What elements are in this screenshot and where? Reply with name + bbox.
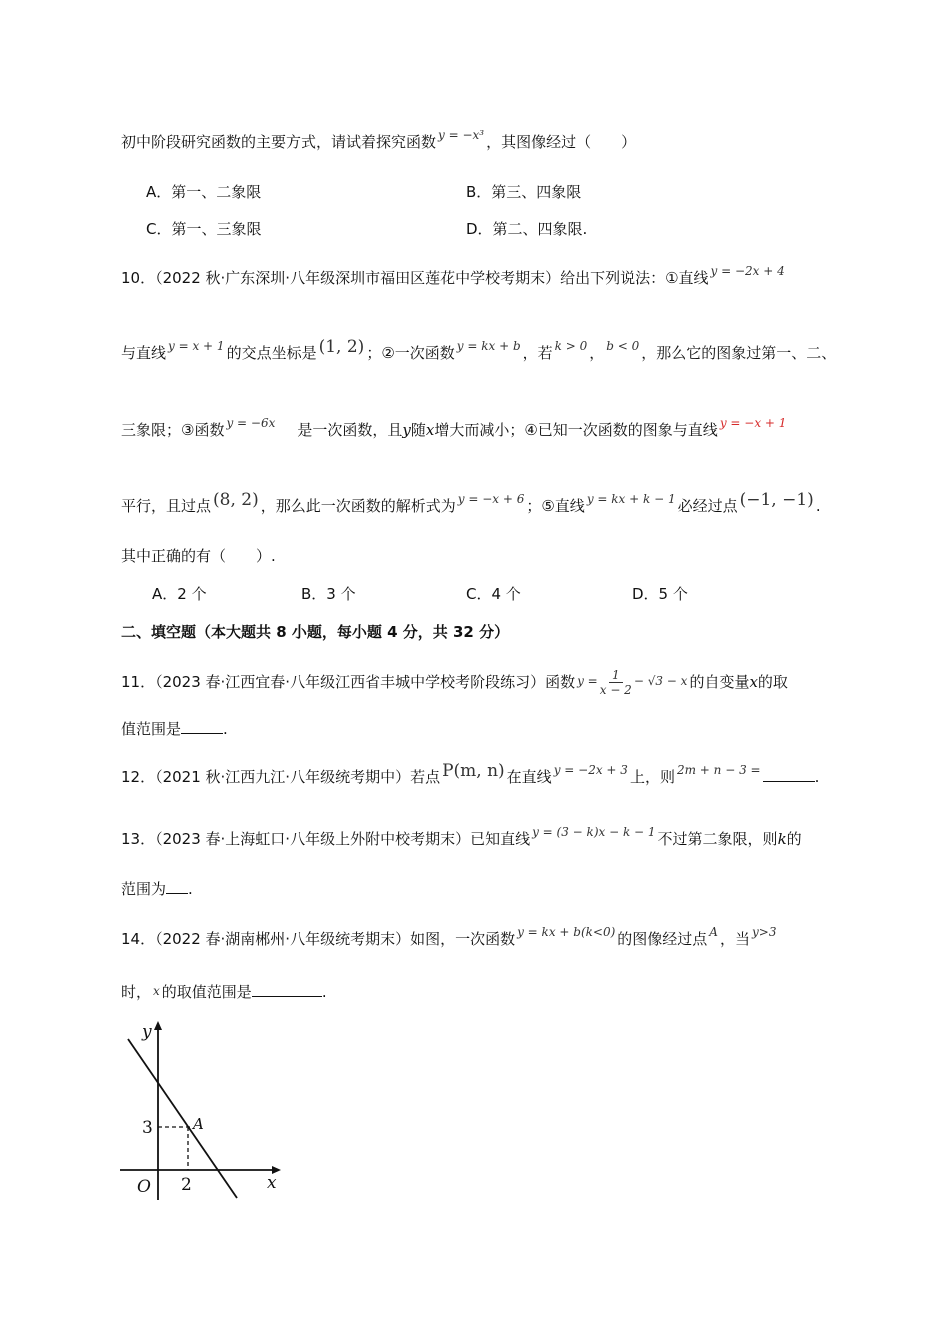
q10-text: ，若 (522, 344, 553, 362)
q10-text: 平行，且过点 (121, 497, 212, 515)
q11-frac-num: 1 (609, 668, 623, 683)
q12-text: 上，则 (629, 768, 675, 786)
q10-text: 随 (410, 421, 426, 439)
q10-math-2: y = x + 1 (168, 339, 225, 353)
q10-number: 10． (121, 269, 156, 287)
q12-text: . (814, 768, 820, 786)
q11-math-rest: − √3 − x (633, 674, 688, 688)
q11-frac-den: x − 2 (599, 683, 632, 697)
q14-text: 时， (121, 983, 152, 1001)
q14-number: 14． (121, 930, 156, 948)
q10-option-c[interactable]: C．4 个 (466, 585, 521, 603)
q10-text: 三象限；③函数 (121, 421, 225, 439)
origin-label: O (137, 1177, 151, 1197)
q14-math-2: A (709, 925, 718, 939)
q9-stem (121, 128, 637, 153)
q10-option-a[interactable]: A．2 个 (152, 585, 207, 603)
q14-line-1 (121, 925, 778, 950)
q11-text: . (223, 720, 228, 738)
q13-math-1: y = (3 − k)x − k − 1 (532, 825, 656, 839)
q10-text: ；②一次函数 (366, 344, 455, 362)
q9-option-d[interactable]: D．第二、四象限. (466, 220, 588, 238)
q12-source: （2021 秋·江西九江·八年级统考期中）若点 (155, 768, 441, 786)
q10-text: ，那么此一次函数的解析式为 (260, 497, 456, 515)
graph-figure (115, 1015, 295, 1210)
q10-math-7: y = −6x (226, 416, 276, 430)
y-axis-arrow (154, 1021, 162, 1030)
q14-text: . (321, 983, 327, 1001)
q10-math-8: y = −x + 1 (719, 416, 787, 430)
q10-line-1 (121, 264, 787, 289)
q13-answer-blank[interactable] (166, 879, 188, 894)
q9-text-a: 初中阶段研究函数的主要方式，请试着探究函数 (121, 133, 437, 151)
q10-var-x: x (425, 421, 435, 439)
q12-math-3: 2m + n − 3 = (676, 763, 761, 777)
q10-text: 增大而减小；④已知一次函数的图象与直线 (434, 421, 718, 439)
q13-text: 不过第二象限，则 (657, 830, 778, 848)
q10-text: ， (589, 344, 605, 362)
q11-line-2 (121, 719, 228, 739)
q11-fraction (600, 668, 632, 697)
q10-text: ；⑤直线 (526, 497, 585, 515)
q14-answer-blank[interactable] (252, 982, 322, 997)
q12-answer-blank[interactable] (763, 767, 815, 782)
q9-option-b[interactable]: B．第三、四象限 (466, 183, 582, 201)
q14-text: 的取值范围是 (161, 983, 252, 1001)
q12-math-2: y = −2x + 3 (553, 763, 628, 777)
q10-text: 必经过点 (677, 497, 738, 515)
q11-text: 的自变量 (689, 673, 750, 691)
q10-text: 与直线 (121, 344, 167, 362)
point-a-label: A (193, 1115, 204, 1133)
q11-var-x: x (749, 673, 758, 691)
q11-text: 的取 (757, 673, 788, 691)
section-heading: 二、填空题（本大题共 8 小题，每小题 4 分，共 32 分） (121, 623, 510, 641)
q11-number: 11． (121, 673, 156, 691)
q12-number: 12． (121, 768, 156, 786)
q10-line-2 (121, 337, 837, 364)
q10-text: 的交点坐标是 (226, 344, 317, 362)
y-tick-3-label: 3 (142, 1118, 153, 1138)
q10-source: （2022 秋·广东深圳·八年级深圳市福田区莲花中学校考期末）给出下列说法：①直线 (155, 269, 709, 287)
q9-option-c[interactable]: C．第一、三象限 (146, 220, 262, 238)
q14-math-1: y = kx + b(k<0) (517, 925, 616, 939)
q9-option-a[interactable]: A．第一、二象限 (146, 183, 262, 201)
q10-math-11: y = kx + k − 1 (586, 492, 676, 506)
q10-text: . (815, 497, 821, 515)
q13-text: . (188, 880, 193, 898)
q10-math-6: b < 0 (606, 339, 640, 353)
q9-text-b: ，其图像经过（ ） (486, 133, 637, 151)
q14-source: （2022 春·湖南郴州·八年级统考期末）如图，一次函数 (155, 930, 516, 948)
q14-text: 的图像经过点 (617, 930, 708, 948)
q10-math-3: (1, 2) (318, 337, 365, 357)
q10-text: ，那么它的图象过第一、二、 (641, 344, 837, 362)
q10-option-d[interactable]: D．5 个 (632, 585, 688, 603)
q11-source: （2023 春·江西宜春·八年级江西省丰城中学校考阶段练习）函数 (155, 673, 576, 691)
q10-text: 是一次函数，且 (297, 421, 403, 439)
q13-number: 13． (121, 830, 156, 848)
q13-line-2 (121, 879, 193, 899)
q10-option-b[interactable]: B．3 个 (301, 585, 356, 603)
q13-var-k: k (777, 830, 787, 848)
q13-line-1 (121, 825, 802, 850)
q14-math-4: x (153, 984, 160, 998)
q12-line (121, 761, 820, 788)
q12-math-1: P(m, n) (442, 761, 505, 781)
q14-line-2 (121, 982, 327, 1003)
q10-math-5: k > 0 (554, 339, 588, 353)
q11-text: 值范围是 (121, 720, 182, 738)
q10-var-y: y (402, 421, 411, 439)
q10-line-5: 其中正确的有（ ）. (121, 547, 276, 565)
q10-line-3 (121, 416, 788, 441)
q12-text: 在直线 (506, 768, 552, 786)
x-axis-label: x (267, 1173, 277, 1193)
q10-math-4: y = kx + b (456, 339, 521, 353)
x-tick-2-label: 2 (181, 1175, 192, 1195)
q13-source: （2023 春·上海虹口·八年级上外附中校考期末）已知直线 (155, 830, 531, 848)
q11-line-1 (121, 668, 788, 697)
y-axis-label: y (142, 1022, 152, 1042)
q14-text: ，当 (719, 930, 750, 948)
q10-math-12: (−1, −1) (739, 490, 814, 510)
q10-math-1: y = −2x + 4 (710, 264, 785, 278)
q10-math-10: y = −x + 6 (457, 492, 525, 506)
q10-line-4 (121, 490, 821, 517)
q11-answer-blank[interactable] (181, 719, 223, 734)
q14-math-3: y>3 (751, 925, 777, 939)
q13-text: 的 (786, 830, 802, 848)
q13-text: 范围为 (121, 880, 167, 898)
q10-math-9: (8, 2) (213, 490, 259, 510)
q9-math: y = −x³ (438, 128, 485, 142)
q11-math-y: y = (577, 674, 598, 688)
